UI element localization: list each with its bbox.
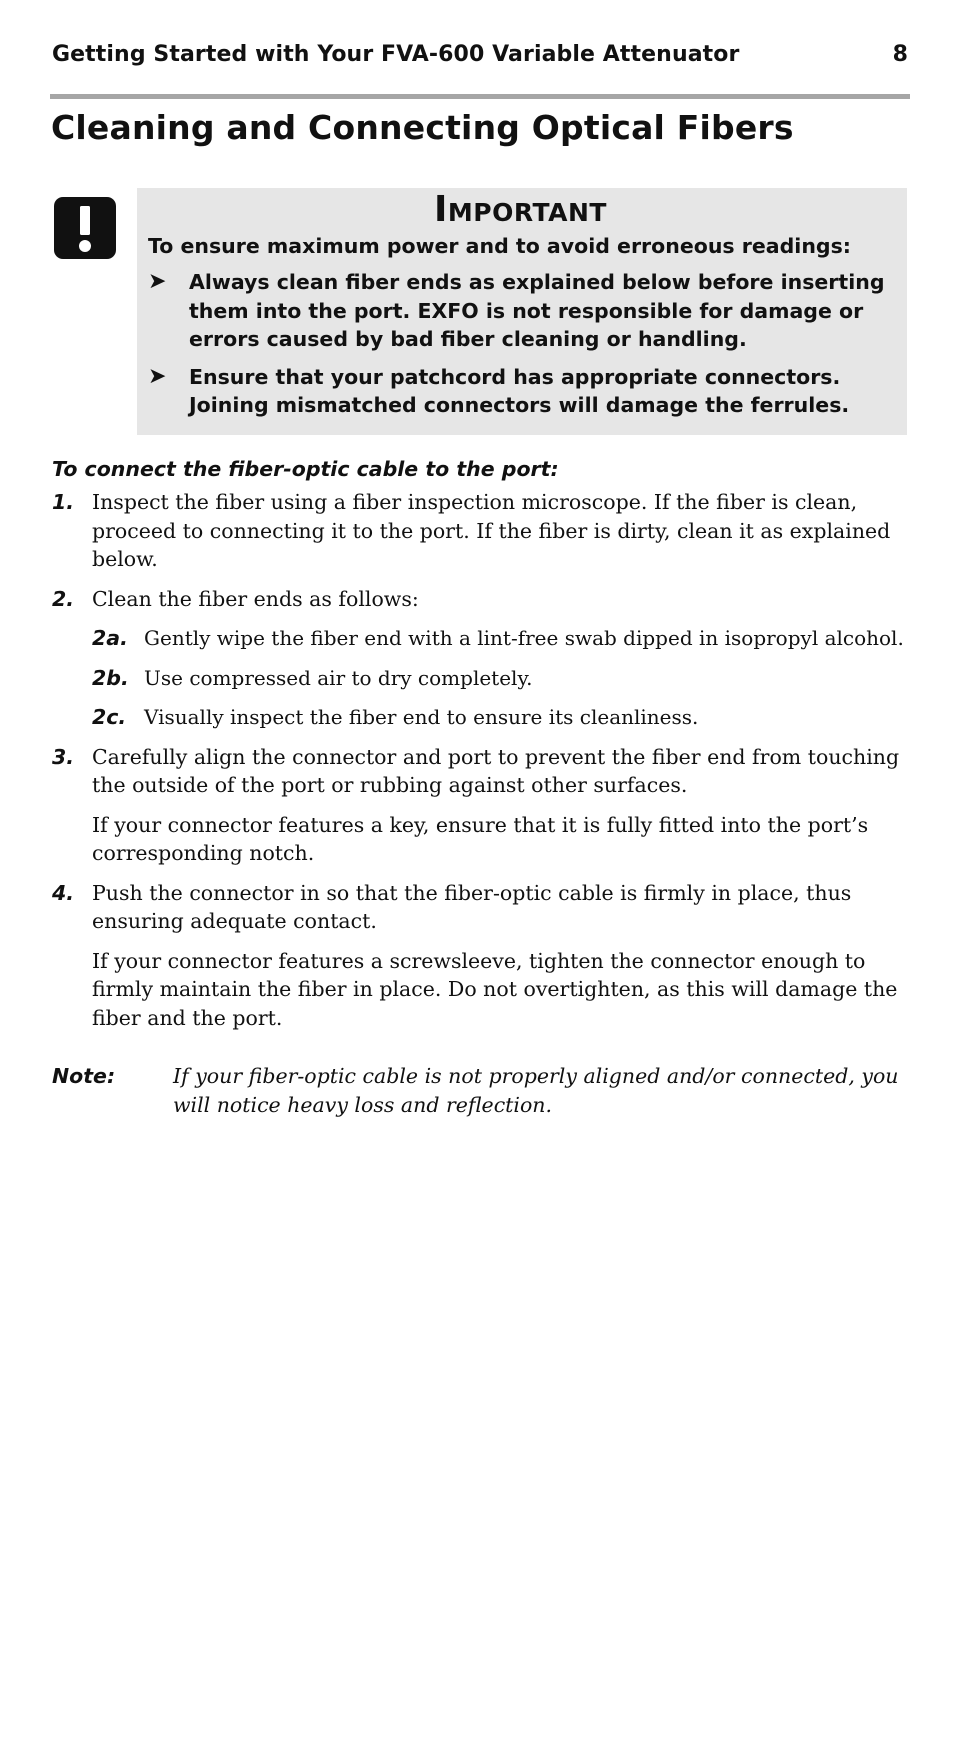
- important-title: Important: [434, 189, 607, 230]
- procedure-substep: [92, 664, 912, 693]
- step-body: [92, 585, 912, 732]
- step-number: 3.: [52, 744, 75, 769]
- arrow-bullet-icon: ➤: [148, 269, 167, 294]
- step-body: [92, 743, 912, 868]
- step-text: Carefully align the connector and port to prevent the fiber end from touching the outside of the port or rubbing against other surfaces.: [92, 744, 900, 797]
- important-intro: To ensure maximum power and to avoid erroneous readings:: [148, 234, 851, 258]
- note: [52, 1062, 912, 1119]
- step-number: 1.: [52, 490, 75, 514]
- procedure-steps: [52, 488, 912, 1043]
- step-body: [92, 879, 912, 1033]
- procedure-substep: [92, 624, 912, 653]
- substep-text: Gently wipe the fiber end with a lint-free swab dipped in isopropyl alcohol.: [144, 626, 904, 650]
- substep-text: Use compressed air to dry completely.: [144, 665, 533, 690]
- step-number: 4.: [52, 880, 75, 905]
- header-divider: [50, 94, 910, 99]
- important-callout: [137, 188, 907, 435]
- important-item: [148, 268, 893, 354]
- important-list: [148, 268, 893, 420]
- procedure-step: [52, 879, 912, 1033]
- procedure-step: [52, 585, 912, 732]
- step-number: 2.: [52, 586, 75, 611]
- procedure-step: [52, 743, 912, 868]
- important-item-text: Ensure that your patchcord has appropriate connectors. Joining mismatched connectors will damage the ferrules.: [189, 364, 850, 417]
- note-text: If your fiber-optic cable is not properly aligned and/or connected, you will notice heavy loss and reflection.: [173, 1064, 899, 1117]
- procedure-step: [52, 488, 912, 574]
- exclamation-icon: [54, 197, 116, 259]
- important-item: [148, 363, 893, 420]
- note-label: Note:: [52, 1064, 116, 1088]
- step-body: [92, 488, 912, 574]
- section-title: Cleaning and Connecting Optical Fibers: [51, 108, 794, 147]
- step-extra-text: If your connector features a screwsleeve, tighten the connector enough to firmly maintain the fiber in place. Do not overtighten, as this will damage the fiber and the port.: [92, 948, 898, 1030]
- substep-number: 2c.: [92, 705, 127, 729]
- step-text: Push the connector in so that the fiber-optic cable is firmly in place, thus ensuring adequate contact.: [92, 880, 852, 933]
- step-extra-text: If your connector features a key, ensure that it is fully fitted into the port’s corresponding notch.: [92, 812, 869, 865]
- page-number: 8: [892, 42, 908, 67]
- running-header: [52, 42, 908, 67]
- substep-number: 2a.: [92, 626, 128, 650]
- arrow-bullet-icon: ➤: [148, 363, 167, 389]
- exclamation-icon-graphic: [54, 197, 116, 259]
- step-text: Inspect the fiber using a fiber inspection microscope. If the fiber is clean, proceed to connecting it to the port. If the fiber is dirty, clean it as explained below.: [92, 490, 891, 571]
- procedure-title: To connect the fiber-optic cable to the port:: [52, 457, 559, 481]
- procedure-substep: [92, 703, 912, 732]
- step-text: Clean the fiber ends as follows:: [92, 586, 419, 611]
- important-item-text: Always clean fiber ends as explained below before inserting them into the port. EXFO is not responsible for damage or errors caused by bad fiber cleaning or handling.: [189, 270, 885, 351]
- substep-number: 2b.: [92, 665, 129, 690]
- substep-text: Visually inspect the fiber end to ensure its cleanliness.: [144, 705, 699, 729]
- document-title: Getting Started with Your FVA-600 Variable Attenuator: [52, 42, 740, 67]
